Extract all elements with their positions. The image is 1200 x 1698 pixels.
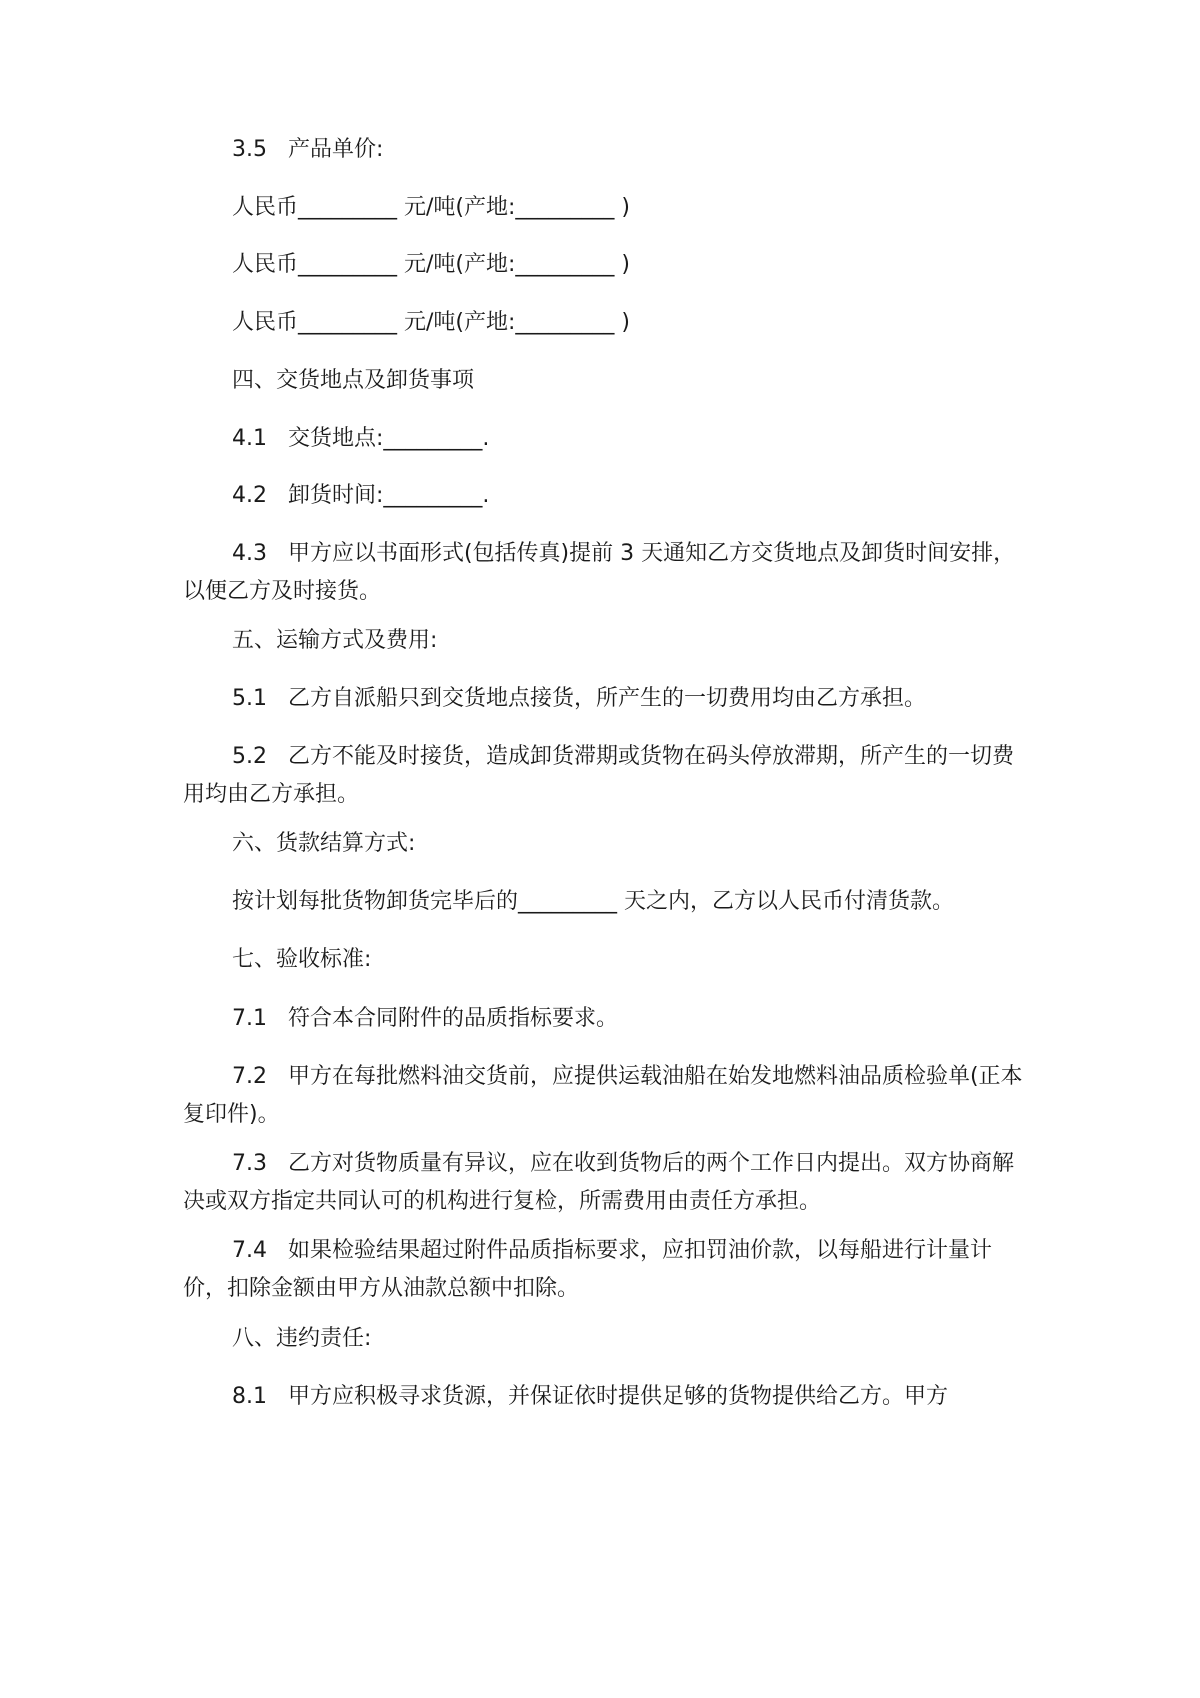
price-line: 人民币_________ 元/吨(产地:_________ ): [232, 310, 630, 335]
section-heading-7: 七、验收标准:: [232, 947, 372, 972]
clause-5-2: 5.2 乙方不能及时接货，造成卸货滞期或货物在码头停放滞期，所产生的一切费用均由乙方承担。: [183, 744, 1014, 807]
clause-3-5: 3.5 产品单价:: [232, 137, 384, 162]
settlement-text: 按计划每批货物卸货完毕后的_________ 天之内，乙方以人民币付清货款。: [232, 889, 954, 914]
price-line: 人民币_________ 元/吨(产地:_________ ): [232, 252, 630, 277]
section-heading-5: 五、运输方式及费用:: [232, 628, 438, 653]
section-heading-4: 四、交货地点及卸货事项: [232, 368, 475, 393]
clause-5-1: 5.1 乙方自派船只到交货地点接货，所产生的一切费用均由乙方承担。: [232, 686, 926, 711]
clause-7-4: 7.4 如果检验结果超过附件品质指标要求，应扣罚油价款，以每船进行计量计价，扣除金额由甲方从油款总额中扣除。: [183, 1238, 992, 1301]
section-heading-8: 八、违约责任:: [232, 1326, 372, 1351]
clause-4-2: 4.2 卸货时间:_________.: [232, 483, 490, 508]
section-heading-6: 六、货款结算方式:: [232, 831, 416, 856]
price-line: 人民币_________ 元/吨(产地:_________ ): [232, 195, 630, 220]
clause-7-1: 7.1 符合本合同附件的品质指标要求。: [232, 1006, 618, 1031]
clause-4-3: 4.3 甲方应以书面形式(包括传真)提前 3 天通知乙方交货地点及卸货时间安排，以便乙方及时接货。: [183, 541, 1016, 604]
clause-7-2: 7.2 甲方在每批燃料油交货前，应提供运载油船在始发地燃料油品质检验单(正本复印件)。: [183, 1064, 1023, 1127]
clause-7-3: 7.3 乙方对货物质量有异议，应在收到货物后的两个工作日内提出。双方协商解决或双方指定共同认可的机构进行复检，所需费用由责任方承担。: [183, 1151, 1014, 1214]
clause-4-1: 4.1 交货地点:_________.: [232, 426, 490, 451]
clause-8-1: 8.1 甲方应积极寻求货源，并保证依时提供足够的货物提供给乙方。甲方: [232, 1384, 948, 1409]
